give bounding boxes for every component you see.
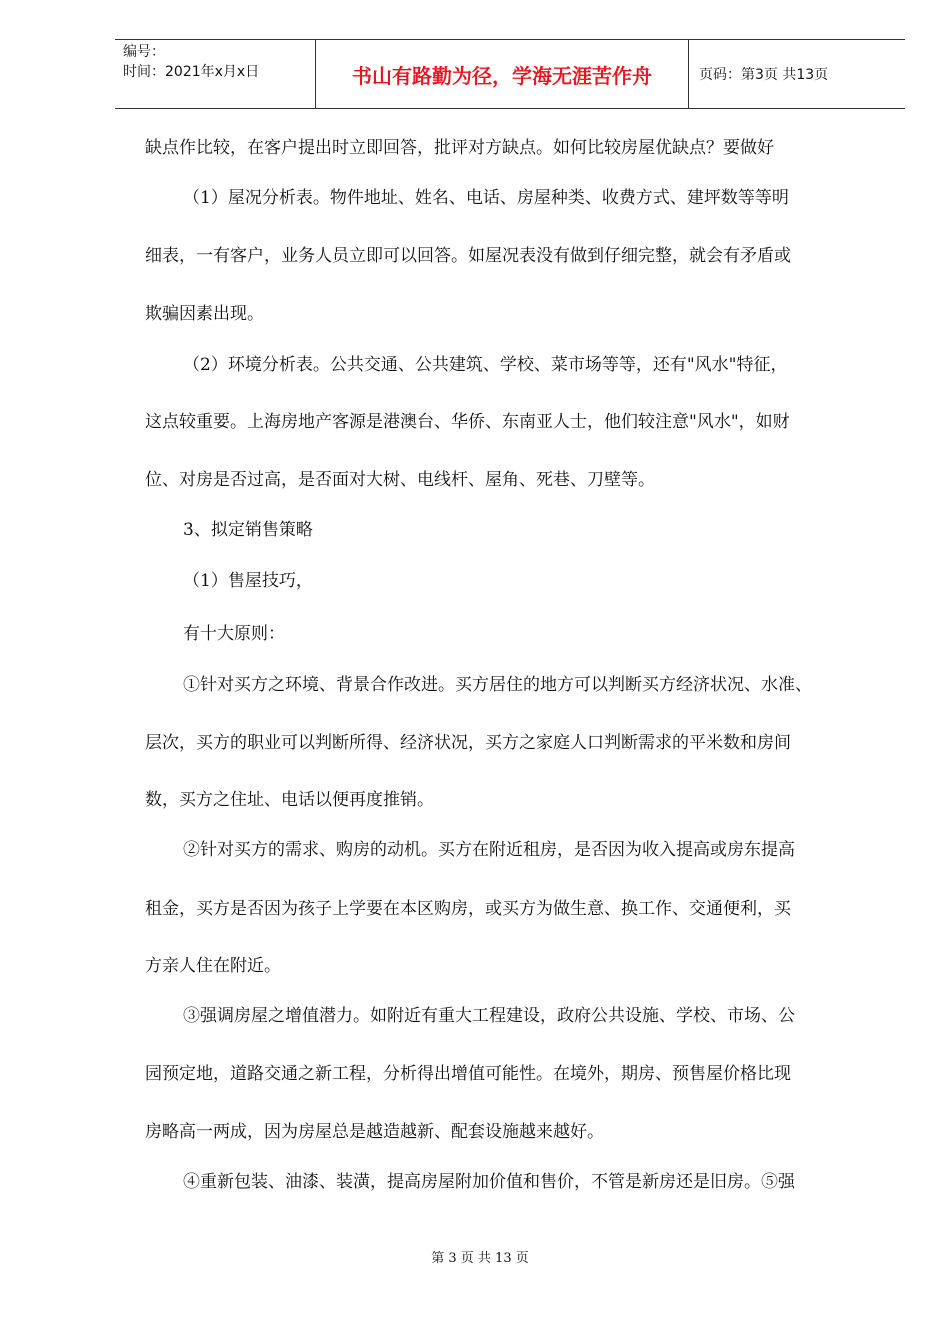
body-line: 细表，一有客户，业务人员立即可以回答。如屋况表没有做到仔细完整，就会有矛盾或 bbox=[145, 246, 791, 266]
body-line: 欺骗因素出现。 bbox=[145, 304, 264, 324]
body-line: ②针对买方的需求、购房的动机。买方在附近租房，是否因为收入提高或房东提高 bbox=[183, 840, 795, 860]
time-label: 时间：2021年x月x日 bbox=[123, 64, 260, 80]
body-line: （2）环境分析表。公共交通、公共建筑、学校、菜市场等等，还有"风水"特征， bbox=[183, 355, 788, 375]
header-meta bbox=[115, 40, 315, 108]
body-line: （1）售屋技巧， bbox=[183, 571, 313, 591]
body-line: 方亲人住在附近。 bbox=[145, 956, 281, 976]
body-line: 缺点作比较，在客户提出时立即回答，批评对方缺点。如何比较房屋优缺点？要做好 bbox=[145, 138, 774, 158]
body-line: ④重新包装、油漆、装潢，提高房屋附加价值和售价，不管是新房还是旧房。⑤强 bbox=[183, 1172, 795, 1192]
body-line: 位、对房是否过高，是否面对大树、电线杆、屋角、死巷、刀壁等。 bbox=[145, 470, 655, 490]
body-line: 数，买方之住址、电话以便再度推销。 bbox=[145, 790, 434, 810]
header-motto: 书山有路勤为径，学海无涯苦作舟 bbox=[315, 40, 689, 108]
section-heading: 3、拟定销售策略 bbox=[183, 520, 313, 540]
page-footer: 第 3 页 共 13 页 bbox=[431, 1251, 529, 1266]
header-page-number: 页码：第3页 共13页 bbox=[699, 67, 829, 83]
code-label: 编号： bbox=[123, 44, 165, 60]
body-line: 房略高一两成，因为房屋总是越造越新、配套设施越来越好。 bbox=[145, 1122, 604, 1142]
body-line: （1）屋况分析表。物件地址、姓名、电话、房屋种类、收费方式、建坪数等等明 bbox=[183, 188, 789, 208]
body-line: 层次，买方的职业可以判断所得、经济状况，买方之家庭人口判断需求的平米数和房间 bbox=[145, 733, 791, 753]
body-line: 租金，买方是否因为孩子上学要在本区购房，或买方为做生意、换工作、交通便利，买 bbox=[145, 899, 791, 919]
body-line: 园预定地，道路交通之新工程，分析得出增值可能性。在境外，期房、预售屋价格比现 bbox=[145, 1064, 791, 1084]
body-line: ①针对买方之环境、背景合作改进。买方居住的地方可以判断买方经济状况、水准、 bbox=[183, 675, 812, 695]
body-line: ③强调房屋之增值潜力。如附近有重大工程建设，政府公共设施、学校、市场、公 bbox=[183, 1006, 795, 1026]
body-line: 这点较重要。上海房地产客源是港澳台、华侨、东南亚人士，他们较注意"风水"，如财 bbox=[145, 412, 790, 432]
page-header bbox=[115, 39, 905, 109]
body-line: 有十大原则： bbox=[183, 624, 285, 644]
